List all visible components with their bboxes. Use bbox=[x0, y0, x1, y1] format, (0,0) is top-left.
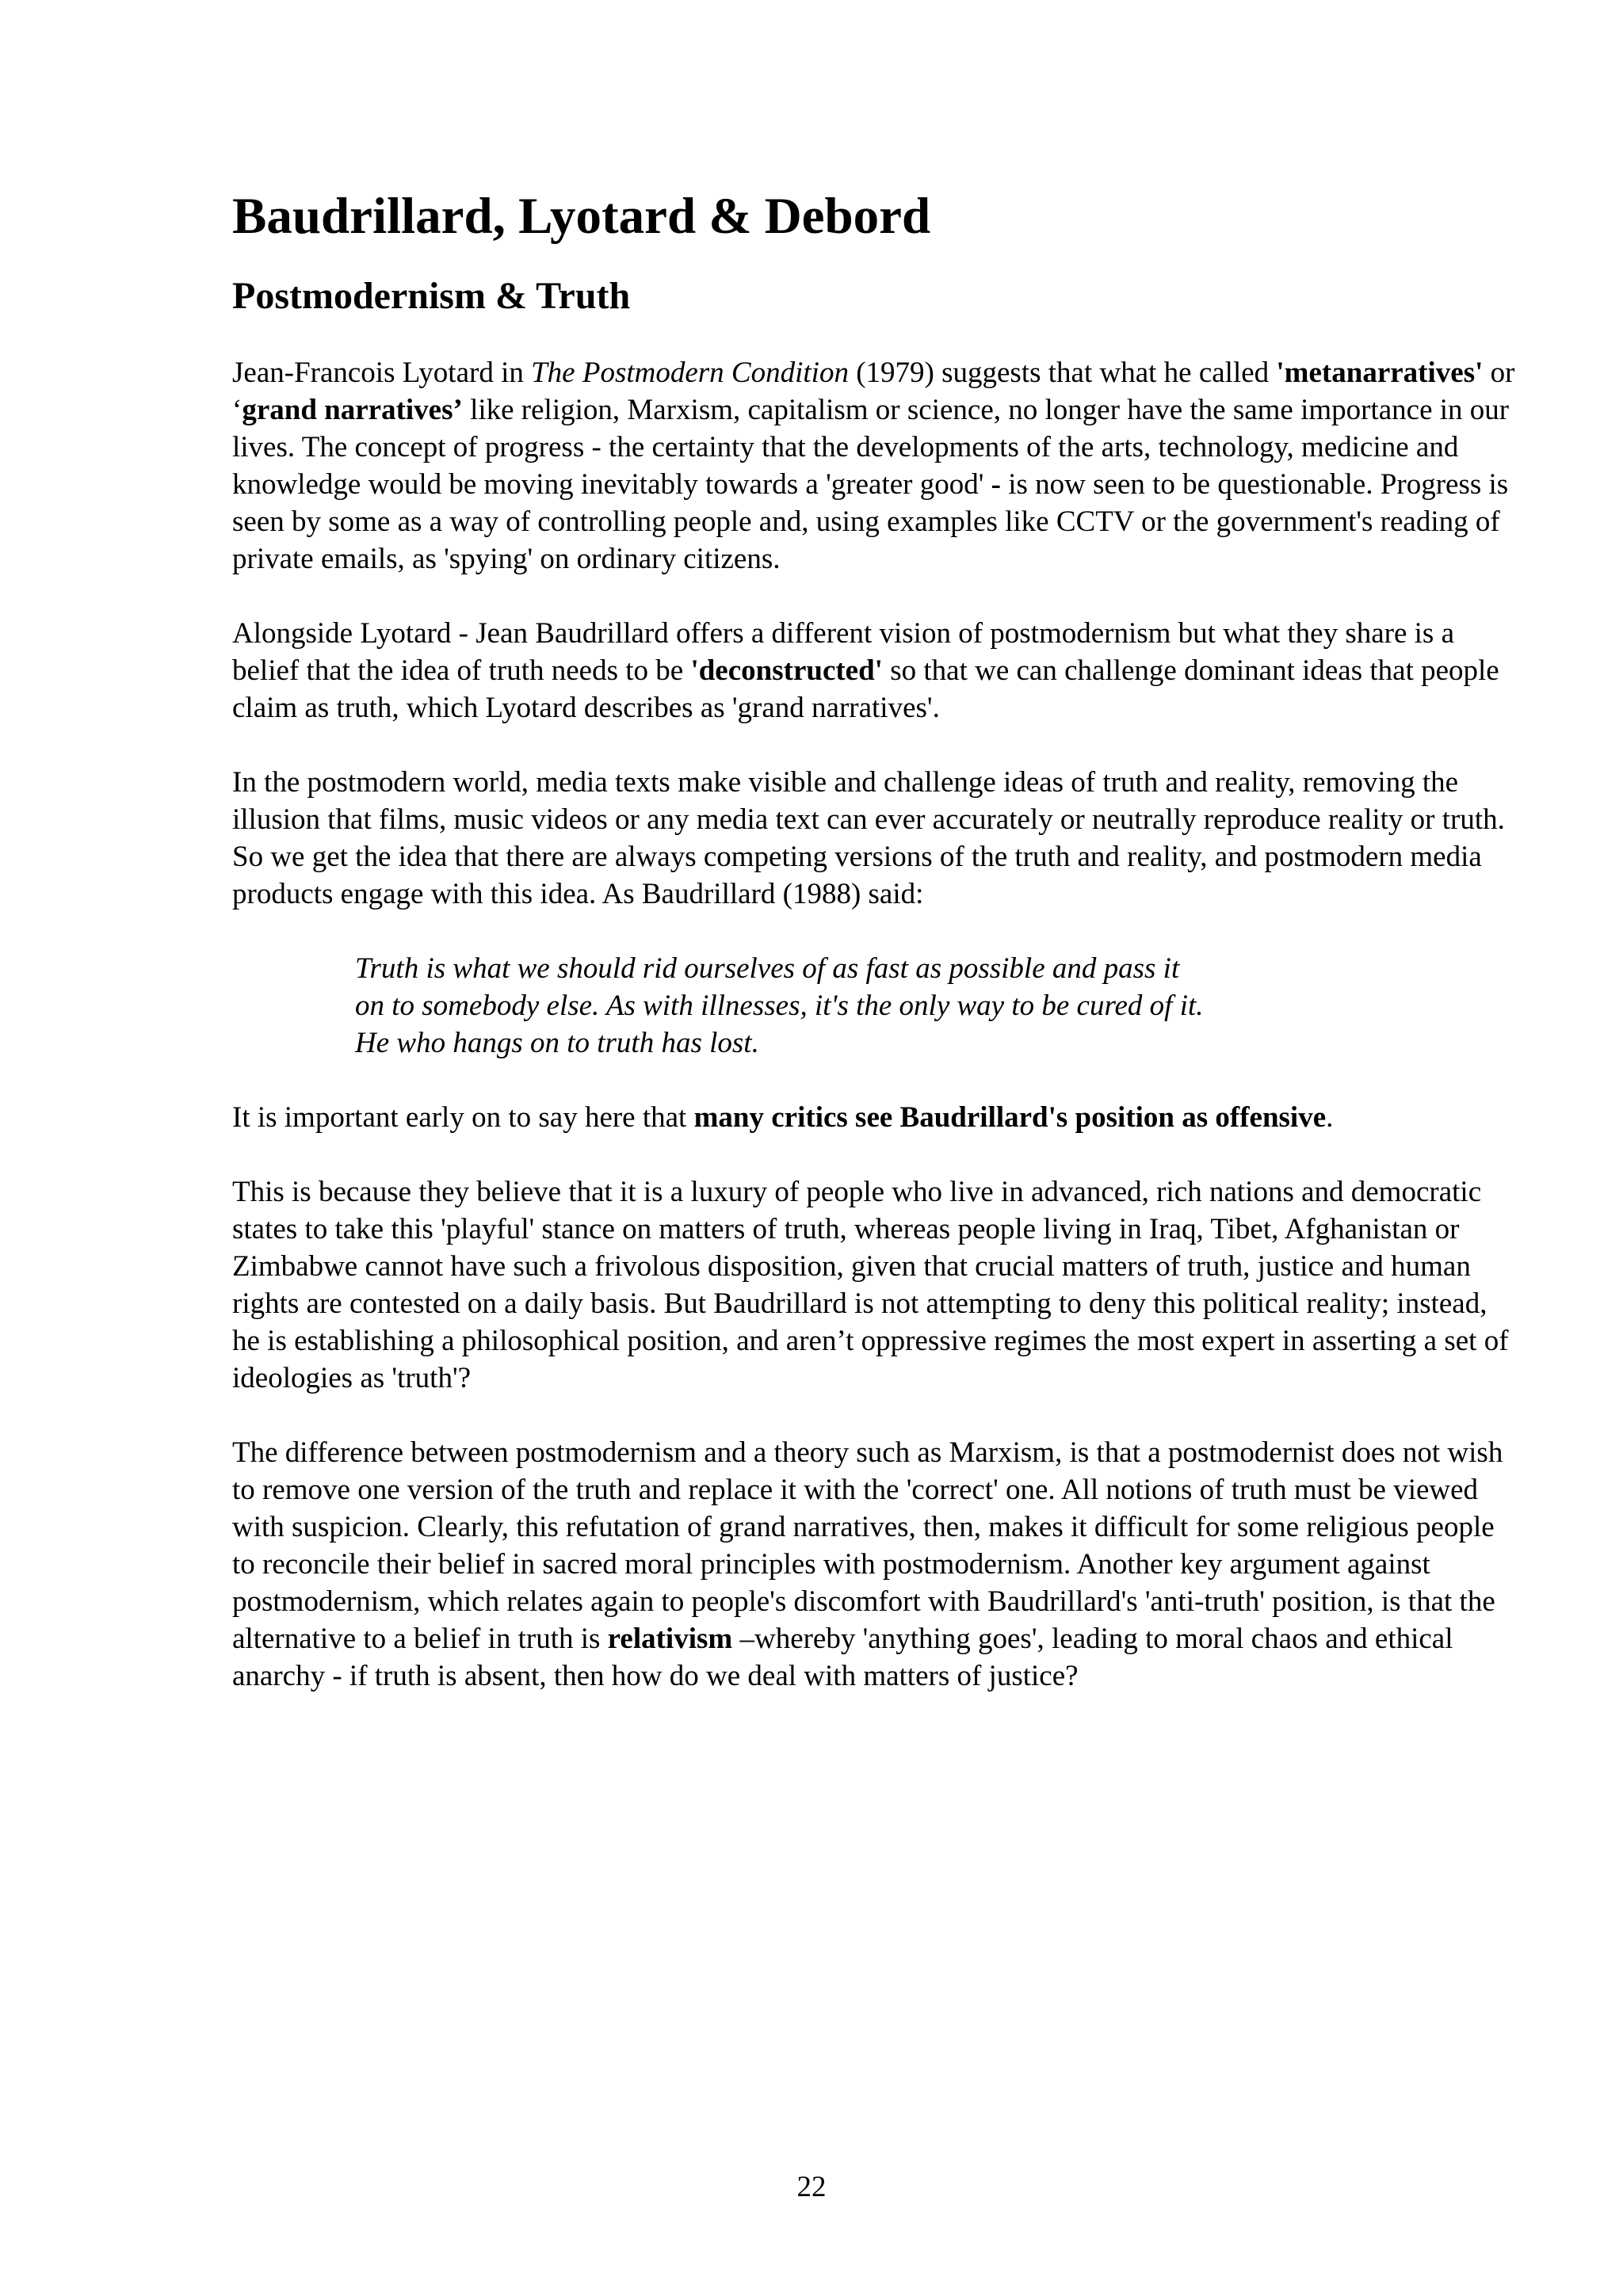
book-title: The Postmodern Condition bbox=[531, 357, 849, 390]
text-run: so that we can challenge dominant ideas that people claim as truth, which Lyotard describes as 'grand narratives'. bbox=[232, 654, 1499, 725]
paragraph-postmodern-world: In the postmodern world, media texts make visible and challenge ideas of truth and reality, removing the illusion that films, music videos or any media text can ever accurately or neutrally reproduce reality or truth. So we get the idea that there are always competing versions of the truth and reality, and postmodern media products engage with this idea. As Baudrillard (1988) said: bbox=[232, 766, 1505, 911]
bold-term: many critics see Baudrillard's position as offensive bbox=[693, 1101, 1327, 1135]
paragraph-critics bbox=[232, 1099, 1516, 1136]
bold-dash: - bbox=[991, 468, 1001, 502]
text-run: Alongside Lyotard - Jean Baudrillard offers a different vision of postmodernism but what they share is a belief that the idea of truth needs to be bbox=[232, 617, 1455, 688]
text-run: –whereby 'anything goes', leading to moral chaos and ethical anarchy - if truth is absent, then how do we deal with matters of justice? bbox=[232, 1623, 1453, 1693]
text-run: is now seen to be questionable. Progress is seen by some as a way of controlling people and, using examples like CCTV or the government's reading of private emails, as 'spying' on ordinary citizens. bbox=[232, 468, 1509, 576]
section-heading: Postmodernism & Truth bbox=[232, 274, 631, 317]
block-quote bbox=[355, 950, 1516, 1062]
page-title: Baudrillard, Lyotard & Debord bbox=[232, 188, 931, 245]
quote-line: Truth is what we should rid ourselves of as fast as possible and pass it bbox=[355, 952, 1180, 986]
text-run: . bbox=[1326, 1101, 1334, 1135]
quote-line: on to somebody else. As with illnesses, it's the only way to be cured of it. bbox=[355, 990, 1204, 1023]
document-page bbox=[232, 189, 1516, 1695]
text-run: like religion, Marxism, capitalism or science, no longer have the same importance in our lives. The concept of progress - the certainty that the developments of the arts, technology, medicine and knowledge would be moving inevitably towards a 'greater good' bbox=[232, 394, 1510, 502]
bold-term: 'metanarratives' bbox=[1276, 357, 1484, 390]
bold-term: 'deconstructed' bbox=[690, 654, 883, 688]
paragraph-baudrillard bbox=[232, 615, 1516, 727]
bold-term: grand narratives’ bbox=[242, 394, 463, 427]
text-run: The difference between postmodernism and a theory such as Marxism, is that a postmodernist does not wish to remove one version of the truth and replace it with the 'correct' one. All notions of truth must be viewed with suspicion. Clearly, this refutation of grand narratives, then, makes it difficult for some religious people to reconcile their belief in sacred moral principles with postmodernism. Another key argument against postmodernism, which relates again to people's discomfort with Baudrillard's 'anti-truth' position, is that the alternative to a belief in truth is bbox=[232, 1436, 1503, 1656]
page-number: 22 bbox=[796, 2171, 827, 2203]
quote-line: He who hangs on to truth has lost. bbox=[355, 1027, 759, 1060]
paragraph-luxury: This is because they believe that it is a luxury of people who live in advanced, rich nations and democratic states to take this 'playful' stance on matters of truth, whereas people living in Iraq, Tibet, Afghanistan or Zimbabwe cannot have such a frivolous disposition, given that crucial matters of truth, justice and human rights are contested on a daily basis. But Baudrillard is not attempting to deny this political reality; instead, he is establishing a philosophical position, and aren’t oppressive regimes the most expert in asserting a set of ideologies as 'truth'? bbox=[232, 1176, 1509, 1395]
text-run: or ‘ bbox=[232, 357, 1515, 427]
paragraph-lyotard bbox=[232, 354, 1516, 578]
text-run: Jean-Francois Lyotard in bbox=[232, 357, 532, 390]
paragraph-marxism bbox=[232, 1434, 1516, 1695]
text-run: (1979) suggests that what he called bbox=[848, 357, 1277, 390]
text-run: It is important early on to say here that bbox=[232, 1101, 694, 1135]
bold-term: relativism bbox=[607, 1623, 733, 1656]
